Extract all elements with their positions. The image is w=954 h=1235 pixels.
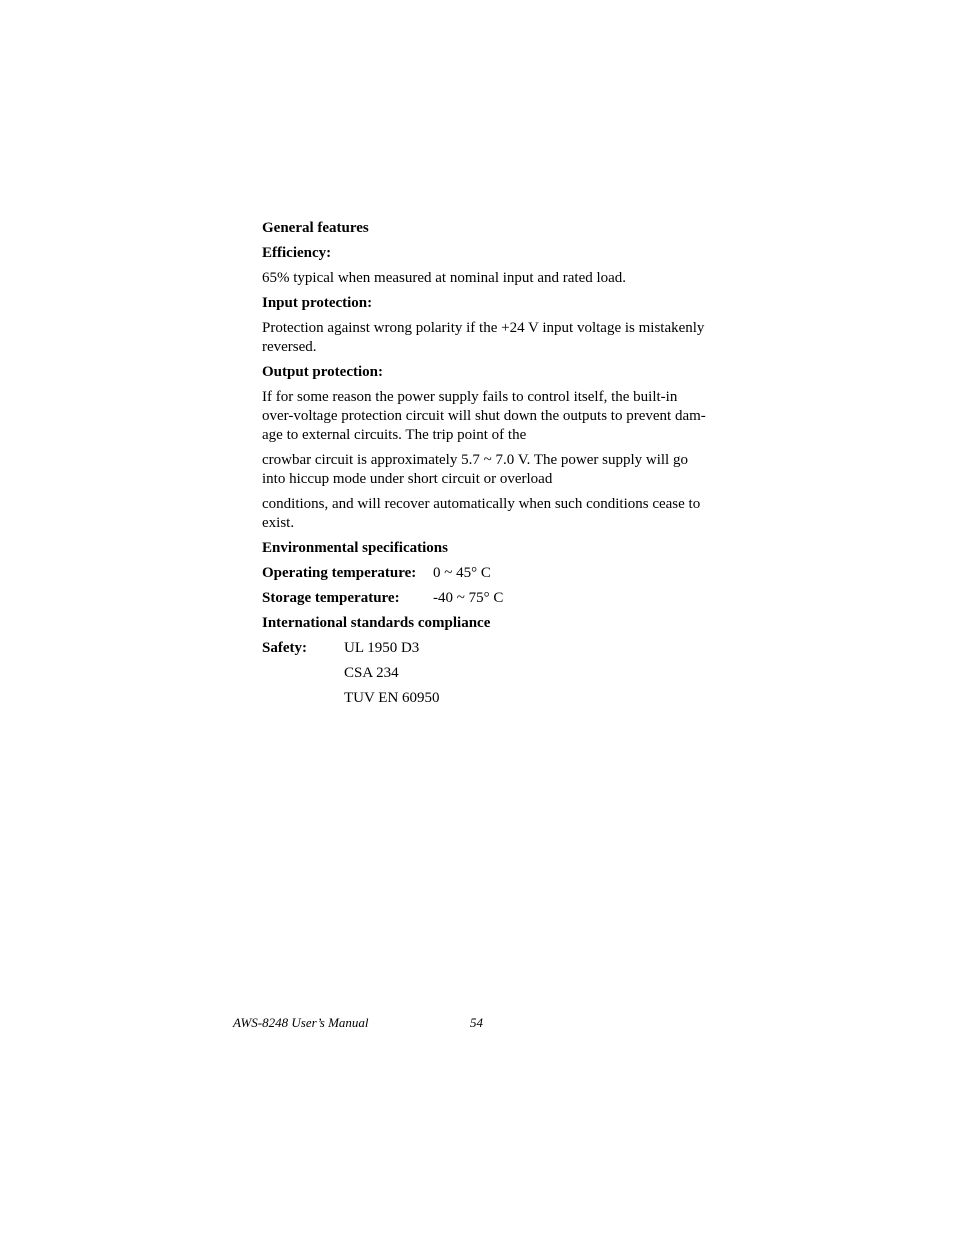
safety-item: CSA 234 bbox=[344, 665, 399, 681]
safety-label: Safety: bbox=[262, 640, 307, 656]
output-protection-p1-line-1: If for some reason the power supply fails to control itself, the built-in bbox=[262, 389, 678, 405]
operating-temperature-value: 0 ~ 45° C bbox=[433, 565, 491, 581]
storage-temperature-row bbox=[262, 589, 724, 608]
operating-temperature-row bbox=[262, 564, 724, 583]
output-protection-label: Output protection: bbox=[262, 364, 383, 380]
input-protection-paragraph bbox=[262, 319, 724, 357]
input-protection-line-1: Protection against wrong polarity if the +24 V input voltage is mistakenly bbox=[262, 320, 705, 336]
output-protection-paragraph-2 bbox=[262, 451, 724, 489]
storage-temperature-label: Storage temperature: bbox=[262, 590, 400, 606]
safety-row bbox=[262, 639, 724, 658]
efficiency-label: Efficiency: bbox=[262, 245, 332, 261]
environmental-heading: Environmental specifications bbox=[262, 540, 448, 556]
output-protection-p1-line-3: age to external circuits. The trip point of the bbox=[262, 427, 527, 443]
operating-temperature-label: Operating temperature: bbox=[262, 565, 417, 581]
output-protection-paragraph-3 bbox=[262, 495, 724, 533]
efficiency-text: 65% typical when measured at nominal input and rated load. bbox=[262, 270, 627, 286]
output-protection-p3-line-2: exist. bbox=[262, 515, 295, 531]
output-protection-p1-line-2: over-voltage protection circuit will shut down the outputs to prevent dam- bbox=[262, 408, 706, 424]
input-protection-line-2: reversed. bbox=[262, 339, 317, 355]
safety-item: TUV EN 60950 bbox=[344, 690, 440, 706]
general-features-heading: General features bbox=[262, 220, 369, 236]
input-protection-label: Input protection: bbox=[262, 295, 373, 311]
output-protection-p2-line-2: into hiccup mode under short circuit or overload bbox=[262, 471, 553, 487]
standards-heading: International standards compliance bbox=[262, 615, 491, 631]
output-protection-p2-line-1: crowbar circuit is approximately 5.7 ~ 7.0 V. The power supply will go bbox=[262, 452, 688, 468]
manual-title: AWS-8248 User’s Manual bbox=[233, 1015, 369, 1030]
page-number: 54 bbox=[470, 1015, 483, 1030]
safety-item: UL 1950 D3 bbox=[344, 640, 420, 656]
output-protection-p3-line-1: conditions, and will recover automatically when such conditions cease to bbox=[262, 496, 701, 512]
output-protection-paragraph-1 bbox=[262, 388, 724, 445]
page-content bbox=[262, 219, 724, 714]
storage-temperature-value: -40 ~ 75° C bbox=[433, 590, 504, 606]
